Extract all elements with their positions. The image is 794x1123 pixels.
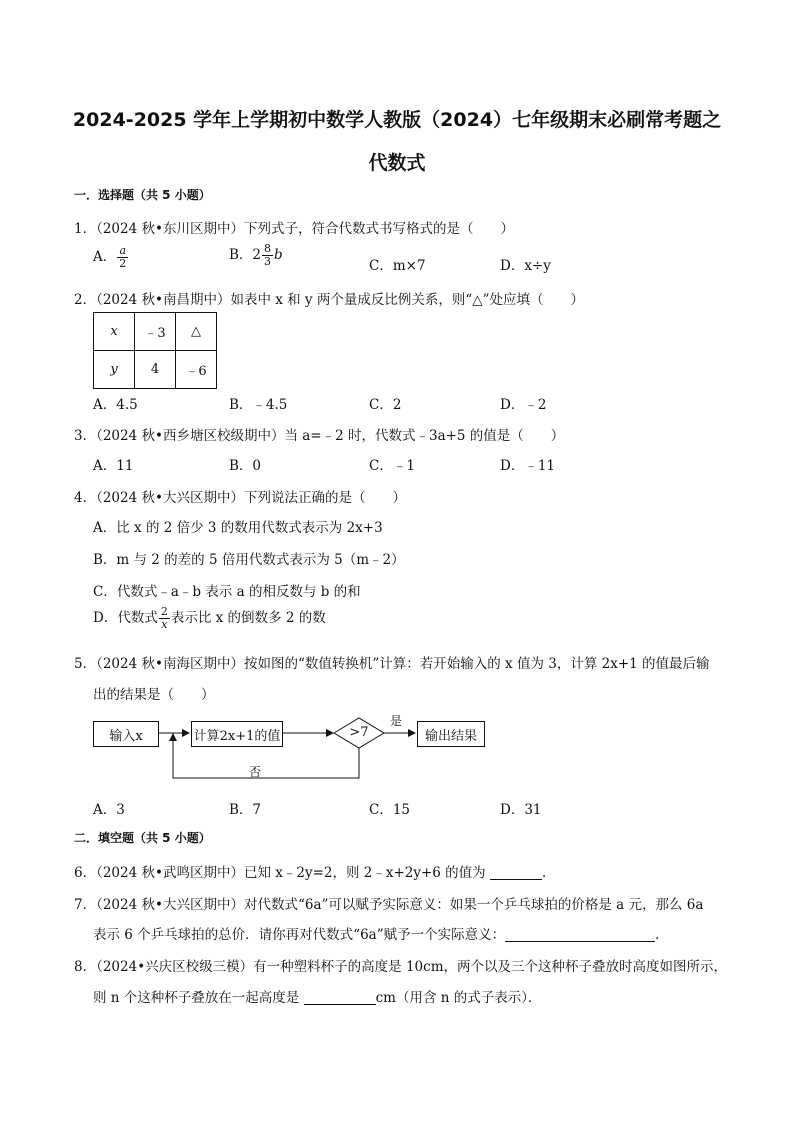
table-cell: x [94,313,135,351]
question-5-option-b: B．7 [229,802,262,818]
question-4-option-c: C．代数式﹣a﹣b 表示 a 的相反数与 b 的和 [93,584,361,600]
section-fill-heading: 二．填空题（共 5 小题） [74,831,211,845]
table-cell: ﹣3 [135,313,176,351]
table-cell: 4 [135,351,176,389]
question-3-option-d: D．﹣11 [500,458,556,474]
question-2-stem: 2．（2024 秋•南昌期中）如表中 x 和 y 两个量成反比例关系，则“△”处应填（ ） [74,292,585,308]
table-cell: y [94,351,135,389]
question-8-line2: 则 n 个这种杯子叠放在一起高度是 cm（用含 n 的式子表示）． [93,990,542,1006]
question-1-option-c: C．m×7 [369,258,426,274]
question-5-option-a: A．3 [93,802,125,818]
answer-blank-6[interactable] [490,865,542,880]
question-1-option-d: D．x÷y [500,258,551,274]
page-title-line1: 2024-2025 学年上学期初中数学人教版（2024）七年级期末必刷常考题之 [72,109,722,131]
question-3-option-c: C．﹣1 [369,458,415,474]
flow-output-box: 输出结果 [417,721,485,747]
question-2-option-b: B．﹣4.5 [229,397,288,413]
flow-condition-label: >7 [349,725,369,740]
flow-yes-label: 是 [390,714,403,728]
section-choice-heading: 一．选择题（共 5 小题） [74,188,211,202]
page-title-line2: 代数式 [368,152,426,174]
question-4-stem: 4．（2024 秋•大兴区期中）下列说法正确的是（ ） [74,490,406,506]
question-5-stem-line1: 5．（2024 秋•南海区期中）按如图的“数值转换机”计算：若开始输入的 x 值为 3，计算 2x+1 的值最后输 [74,656,710,672]
answer-blank-8[interactable] [304,990,376,1005]
table-cell: ﹣6 [176,351,217,389]
question-3-option-a: A．11 [93,458,134,474]
flow-no-label: 否 [249,765,262,779]
table-cell: △ [176,313,217,351]
question-6-stem: 6．（2024 秋•武鸣区期中）已知 x﹣2y=2，则 2﹣x+2y+6 的值为 ． [74,865,556,881]
question-7-line2: 表示 6 个乒乓球拍的总价．请你再对代数式“6a”赋予一个实际意义： ． [93,927,669,943]
question-2-table [93,312,217,389]
table-row [94,351,217,389]
question-1-stem: 1．（2024 秋•东川区期中）下列式子，符合代数式书写格式的是（ ） [74,221,514,237]
question-4-option-d: D．代数式 $\frac{2}{x}$ 表示比 x 的倒数多 2 的数 [93,605,326,631]
question-1-option-a: A． $\frac{a}{2}$ [93,244,127,270]
question-2-option-a: A．4.5 [93,397,138,413]
question-1-option-b: B．2 $\frac{8}{3}$ b [229,242,283,268]
answer-blank-7[interactable] [505,927,655,942]
question-8-line1: 8．（2024•兴庆区校级三模）有一种塑料杯子的高度是 10cm，两个以及三个这种杯子叠放时高度如图所示， [74,959,727,975]
flow-compute-box: 计算2x+1的值 [191,721,283,747]
question-2-option-c: C．2 [369,397,402,413]
question-5-stem-line2: 出的结果是（ ） [93,687,215,703]
question-2-option-d: D．﹣2 [500,397,547,413]
question-3-option-b: B．0 [229,458,262,474]
flow-input-box: 输入x [93,721,159,747]
question-7-line1: 7．（2024 秋•大兴区期中）对代数式“6a”可以赋予实际意义：如果一个乒乓球拍的价格是 a 元，那么 6a [74,897,704,913]
question-4-option-a: A．比 x 的 2 倍少 3 的数用代数式表示为 2x+3 [93,520,383,536]
question-4-option-b: B．m 与 2 的差的 5 倍用代数式表示为 5（m﹣2） [93,552,405,568]
question-5-option-c: C．15 [369,802,411,818]
question-5-option-d: D．31 [500,802,542,818]
table-row [94,313,217,351]
question-3-stem: 3．（2024 秋•西乡塘区校级期中）当 a=﹣2 时，代数式﹣3a+5 的值是（ ） [74,428,565,444]
